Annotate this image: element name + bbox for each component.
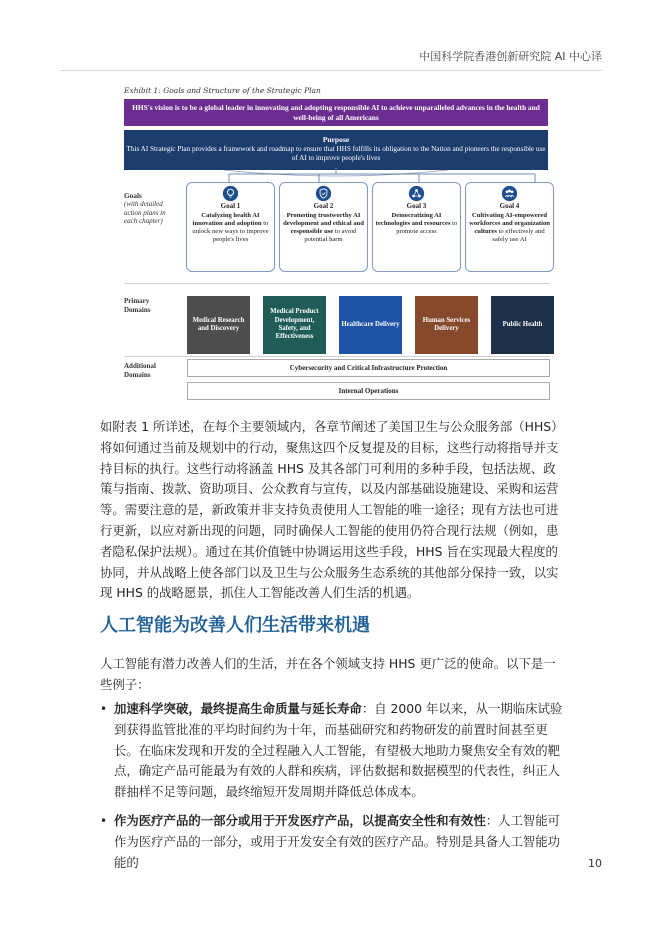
people-icon xyxy=(501,185,518,202)
body-paragraph: 如附表 1 所详述，在每个主要领域内，各章节阐述了美国卫生与公众服务部（HHS）将如何通过当前及规划中的行动，聚焦这四个反复提及的目标，这些行动将指导并支持目标的执行。这些行动将涵盖 HHS 及其各部门可利用的多种手段，包括法规、政策与指南、拨款、资助项目、公众教育与宣传，以及内部基础设施建设、采购和运营等。需要注意的是，新政策并非支持负责使用人工智能的唯一途径；现有方法也可进行更新，以应对新出现的问题，同时确保人工智能的使用仍符合现行法规（例如，患者隐私保护法规）。通过在其价值链中协调运用这些手段，HHS 旨在实现最大程度的协同，并从战略上使各部门以及卫生与公众服务生态系统的其他部分保持一致，以实现 HHS 的战略愿景，抓住人工智能改善人们生活的机遇。 xyxy=(100,419,564,601)
goal-card-1 xyxy=(186,182,275,272)
goals-label xyxy=(124,192,178,225)
bullet-marker: • xyxy=(100,814,108,828)
bullet-1-text: ：自 2000 年以来，从一期临床试验到获得监管批准的平均时间约为十年，而基础研究和药物研发的前置时间甚至更长。在临床发现和开发的全过程融入人工智能，有望极大地助力聚焦安全有效的靶点，确定产品可能最为有效的人群和疾病，评估数据和数据模型的代表性，纠正人群抽样不足等问题，最终缩短开发周期并降低总体成本。 xyxy=(114,701,563,800)
goal-card-3 xyxy=(372,182,461,272)
goal-card-4 xyxy=(465,182,554,272)
domain-public-health: Public Health xyxy=(491,296,554,354)
goal-3-text: to promote access xyxy=(396,220,458,236)
purpose-banner xyxy=(124,130,548,170)
vision-banner: HHS's vision is to be a global leader in innovating and adopting responsible AI to achieve unparalleled advances in the health and well-being of all Americans xyxy=(124,99,548,126)
goals-note: (with detailed action plans in each chapter) xyxy=(124,200,166,225)
domain-medical-product: Medical Product Development, Safety, and Effectiveness xyxy=(263,296,326,354)
section-divider xyxy=(124,283,550,284)
purpose-title: Purpose xyxy=(322,135,350,144)
additional-domain-cybersecurity: Cybersecurity and Critical Infrastructure Protection xyxy=(187,359,550,377)
goals-heading: Goals xyxy=(124,191,142,200)
primary-domains-label: Primary Domains xyxy=(124,297,151,314)
lightbulb-icon xyxy=(222,185,239,202)
domain-human-services: Human Services Delivery xyxy=(415,296,478,354)
goal-4-title: Goal 4 xyxy=(499,202,520,210)
bullet-2-bold: 作为医疗产品的一部分或用于开发医疗产品，以提高安全性和有效性 xyxy=(114,813,486,828)
goal-2-title: Goal 2 xyxy=(313,202,334,210)
goal-3-bold: Democratizing AI technologies and resources xyxy=(375,212,451,228)
goal-1-bold: Catalyzing health AI innovation and adoption xyxy=(192,212,262,228)
bullet-item-1 xyxy=(114,699,564,803)
page-header: 中国科学院香港创新研究院 AI 中心译 xyxy=(419,50,602,63)
shield-check-icon xyxy=(315,185,332,202)
purpose-text: This AI Strategic Plan provides a framework and roadmap to ensure that HHS fulfills its obligation to the Nation and pioneers the responsible use of AI to improve people's lives xyxy=(126,145,546,162)
network-icon xyxy=(408,185,425,202)
header-divider xyxy=(60,70,602,71)
page-number: 10 xyxy=(588,857,602,870)
goal-card-2 xyxy=(279,182,368,272)
goal-1-text: to unlock new ways to improve people's lives xyxy=(192,220,269,244)
domain-healthcare-delivery: Healthcare Delivery xyxy=(339,296,402,354)
goal-4-text: to effectively and safely use AI xyxy=(492,228,545,244)
goal-4-bold: Cultivating AI-empowered workforces and organization cultures xyxy=(469,212,550,236)
goal-2-bold: Promoting trustworthy AI development and ethical and responsible use xyxy=(283,212,364,236)
bullet-item-2 xyxy=(114,811,564,873)
intro-paragraph: 人工智能有潜力改善人们的生活，并在各个领域支持 HHS 更广泛的使命。以下是一些例子： xyxy=(100,656,556,692)
goal-3-title: Goal 3 xyxy=(406,202,427,210)
section-heading: 人工智能为改善人们生活带来机遇 xyxy=(100,615,370,636)
section-divider xyxy=(124,356,550,357)
bullet-1-bold: 加速科学突破，最终提高生命质量与延长寿命 xyxy=(114,701,362,716)
exhibit-caption: Exhibit 1: Goals and Structure of the Strategic Plan xyxy=(124,86,321,95)
bullet-2-text: ：人工智能可作为医疗产品的一部分，或用于开发安全有效的医疗产品。特别是具备人工智能功能的 xyxy=(114,813,561,870)
bullet-marker: • xyxy=(100,702,108,716)
domain-medical-research: Medical Research and Discovery xyxy=(187,296,250,354)
goal-2-text: to avoid potential harm xyxy=(304,228,357,244)
additional-domains-label: Additional Domains xyxy=(124,362,156,379)
additional-domain-internal-ops: Internal Operations xyxy=(187,382,550,400)
goal-1-title: Goal 1 xyxy=(220,202,241,210)
